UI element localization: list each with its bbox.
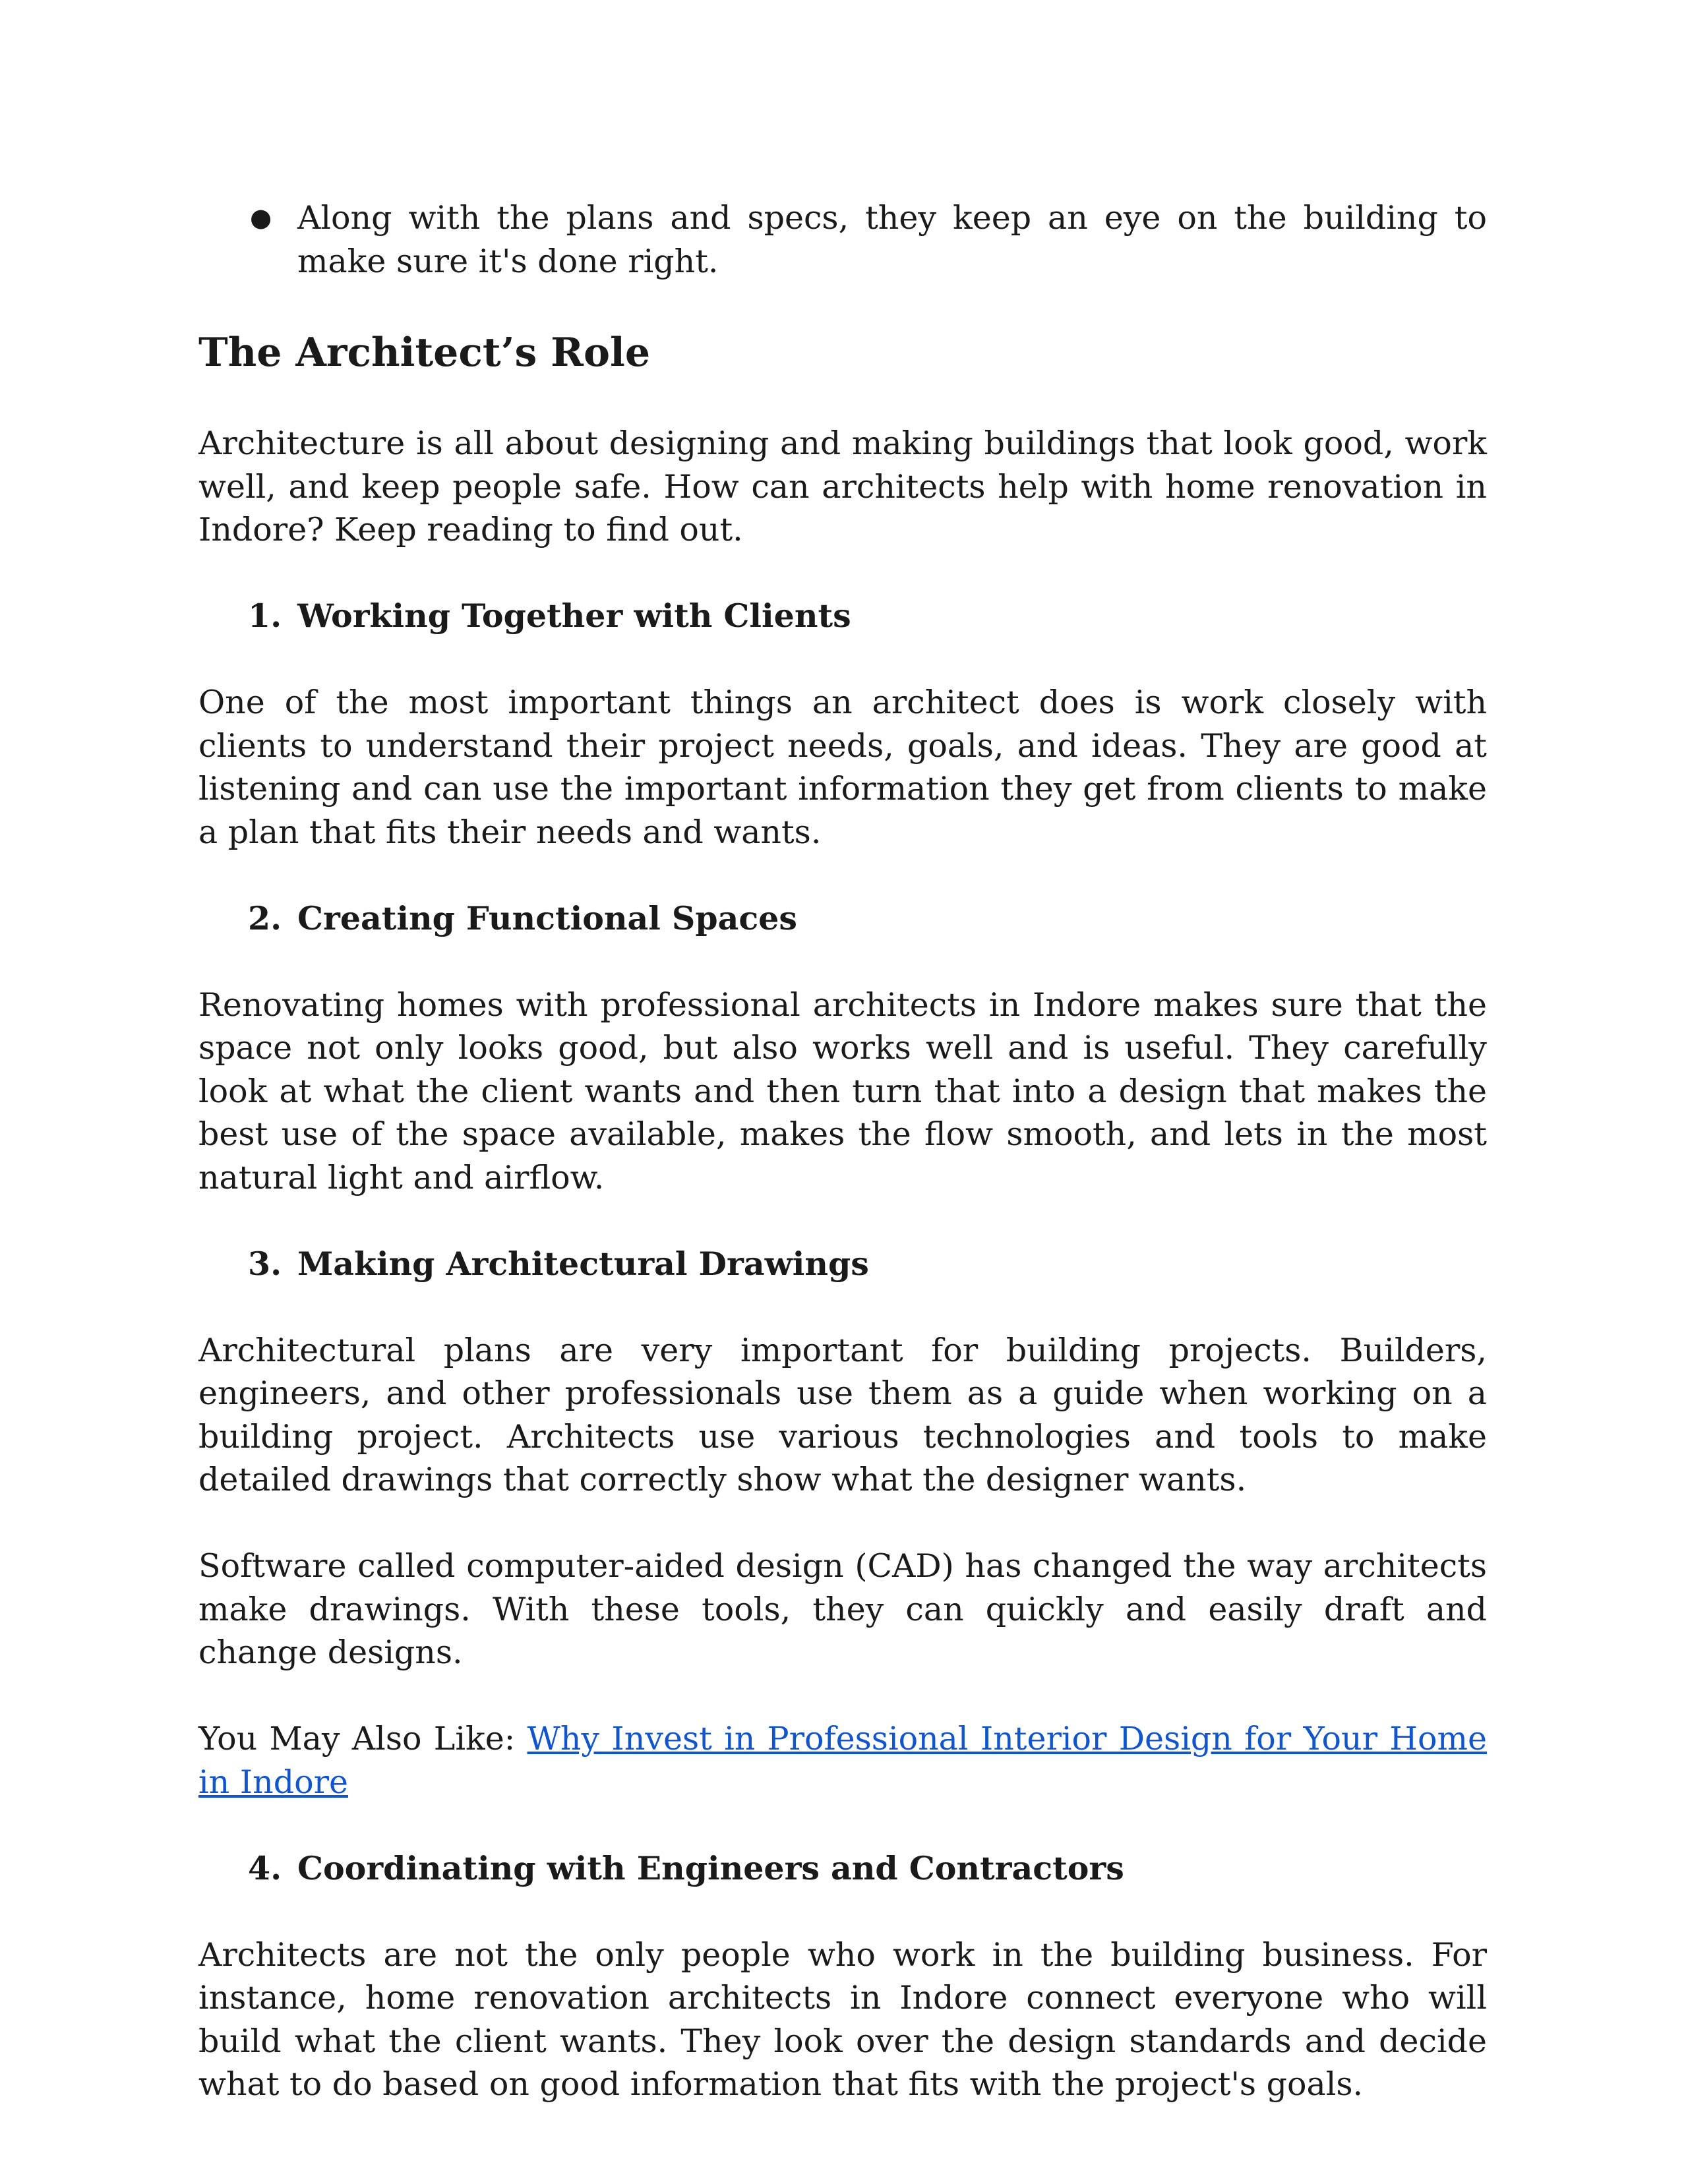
document-body <box>198 196 1487 2149</box>
paragraph: One of the most important things an architect does is work closely with clients to understand their project needs, goals, and ideas. They are good at listening and can use the important information they get from clients to make a plan that fits their needs and wants. <box>198 684 1487 851</box>
section-heading: The Architect’s Role <box>198 329 650 376</box>
subheading-functional-spaces <box>198 897 1487 941</box>
paragraph: Renovating homes with professional architects in Indore makes sure that the space not only looks good, but also works well and is useful. They carefully look at what the client wants and then turn that into a design that makes the best use of the space available, makes the flow smooth, and lets in the most natural light and airflow. <box>198 986 1487 1196</box>
subheading-title: Making Architectural Drawings <box>297 1244 869 1283</box>
bullet-list <box>198 196 1487 283</box>
related-article-link[interactable]: Why Invest in Professional Interior Design for Your Home in Indore <box>198 1720 1487 1801</box>
subheading-working-together <box>198 595 1487 638</box>
subheading-number: 4. <box>248 1848 282 1887</box>
also-like-prefix: You May Also Like: <box>198 1720 528 1757</box>
subheading-title: Coordinating with Engineers and Contractors <box>297 1848 1124 1887</box>
subheading-number: 1. <box>248 597 282 635</box>
subheading-title: Working Together with Clients <box>297 597 851 635</box>
subheading-architectural-drawings <box>198 1243 1487 1286</box>
subheading-number: 3. <box>248 1244 282 1283</box>
bullet-text: Along with the plans and specs, they keep an eye on the building to make sure it's done right. <box>297 199 1487 280</box>
subheading-coordinating <box>198 1847 1487 1891</box>
subheading-number: 2. <box>248 899 282 937</box>
paragraph: Software called computer-aided design (CAD) has changed the way architects make drawings. With these tools, they can quickly and easily draft and change designs. <box>198 1547 1487 1671</box>
paragraph: Architectural plans are very important for building projects. Builders, engineers, and other professionals use them as a guide when working on a building project. Architects use various technologies and tools to make detailed drawings that correctly show what the designer wants. <box>198 1331 1487 1498</box>
paragraph: Architects are not the only people who work in the building business. For instance, home renovation architects in Indore connect everyone who will build what the client wants. They look over the design standards and decide what to do based on good information that fits with the project's goals. <box>198 1935 1487 2103</box>
bullet-icon: ● <box>250 203 272 232</box>
subheading-title: Creating Functional Spaces <box>297 899 797 937</box>
intro-paragraph: Architecture is all about designing and making buildings that look good, work well, and keep people safe. How can architects help with home renovation in Indore? Keep reading to find out. <box>198 425 1487 548</box>
also-like-line <box>198 1717 1487 1804</box>
list-item <box>198 196 1487 283</box>
